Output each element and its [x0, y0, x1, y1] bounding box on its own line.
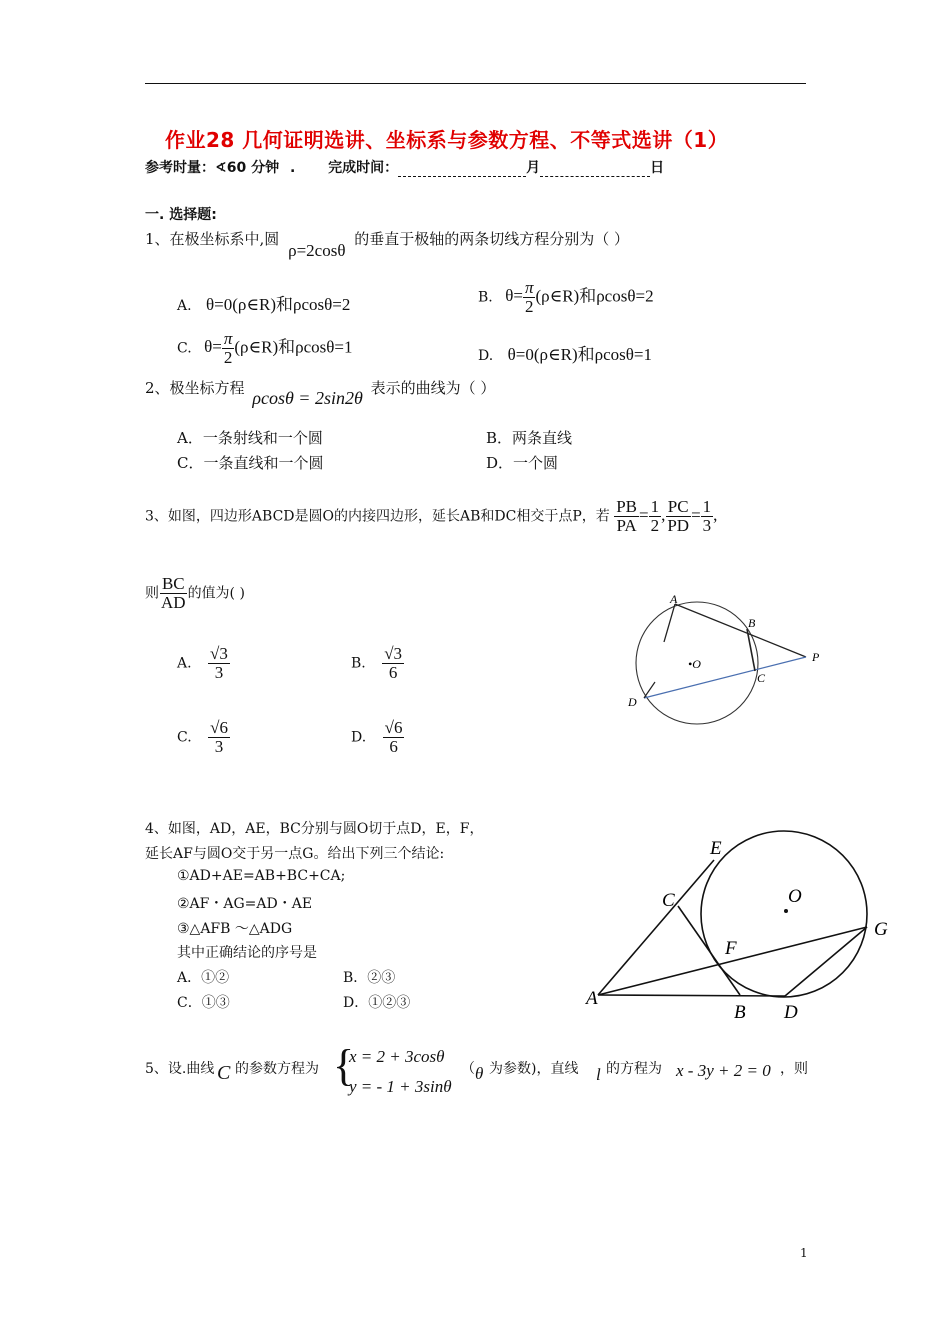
q4-label-b: B	[734, 1002, 746, 1023]
q1-prefix: 1、在极坐标系中,圆	[145, 230, 280, 248]
q4-label-o: O	[788, 886, 802, 907]
q3-line-dp	[644, 657, 806, 698]
q1-suffix: 的垂直于极轴的两条切线方程分别为（ ）	[354, 230, 630, 248]
q2-option-b: B．两条直线	[486, 429, 573, 447]
q3-comma: ,	[661, 505, 666, 525]
q1-b-post: (ρ∈R)和ρcosθ=2	[535, 286, 654, 306]
q4-line-ae	[598, 860, 714, 995]
q5-tail: 的方程为	[606, 1061, 662, 1077]
q5-line-l: l	[596, 1065, 601, 1084]
q4-option-b: B．②③	[343, 970, 396, 986]
q1-option-c	[177, 330, 353, 367]
q2-option-c: C．一条直线和一个圆	[177, 454, 324, 472]
q5-theta: θ	[475, 1064, 484, 1083]
q5-eq1: x = 2 + 3cosθ	[349, 1047, 445, 1066]
q2-stem	[145, 377, 496, 408]
q4-figure	[580, 830, 900, 1030]
q5-eq2: y = - 1 + 3sinθ	[349, 1077, 452, 1096]
q4-conclusion-1: ①AD+AE=AB+BC+CA;	[177, 868, 346, 884]
q5-end: ，则	[780, 1061, 808, 1077]
q3-frac-pc-pd: $\frac{PC}{PD}$	[667, 497, 690, 535]
q5-paren-text: 为参数)，直线	[489, 1061, 579, 1077]
q3-c-letter: C.	[177, 729, 192, 746]
q1-option-a	[177, 290, 350, 315]
q3-d-letter: D.	[351, 729, 367, 746]
q3-label-b: B	[748, 616, 756, 630]
q5-mid: 的参数方程为	[235, 1061, 319, 1077]
q2-option-d: D．一个圆	[486, 454, 559, 472]
q5-brace: {	[333, 1041, 355, 1090]
q3-line2-post: 的值为( )	[187, 585, 245, 602]
q1-c-pre: θ=	[204, 337, 222, 357]
q3-frac-third: $\frac{1}{3}$	[702, 497, 712, 535]
q3-option-d	[351, 719, 404, 756]
meta-line	[145, 157, 664, 177]
q3-stem	[145, 498, 717, 535]
q4-line-ad	[598, 995, 785, 996]
q3-option-a	[177, 645, 230, 682]
q4-label-g: G	[874, 919, 888, 940]
q3-b-frac: $\frac{√3}{6}$	[384, 644, 403, 682]
q4-label-d: D	[784, 1002, 798, 1023]
time-value: ∢60 分钟	[215, 160, 280, 176]
q3-a-frac: $\frac{√3}{3}$	[210, 644, 228, 682]
page-number: 1	[800, 1246, 808, 1260]
q1-option-b	[478, 279, 654, 316]
q3-frac-half: $\frac{1}{2}$	[650, 497, 660, 535]
q3-c-frac: $\frac{√6}{3}$	[210, 718, 228, 756]
q4-conclusion-3: ③△AFB ～△ADG	[177, 921, 293, 937]
q3-figure	[620, 585, 830, 730]
q3-a-letter: A.	[177, 655, 192, 672]
q1-a-letter: A.	[177, 298, 192, 314]
q1-b-letter: B.	[478, 289, 493, 306]
q5-line-eq: x - 3y + 2 = 0	[676, 1061, 771, 1080]
q4-line1: 4、如图，AD，AE，BC分别与圆O切于点D，E，F，	[145, 821, 484, 837]
q3-line-ap	[675, 604, 806, 657]
q1-c-letter: C.	[177, 340, 192, 357]
month-blank	[398, 160, 526, 177]
q4-label-f: F	[725, 938, 737, 959]
q5-curve: C	[217, 1062, 231, 1084]
q4-circle	[701, 831, 867, 997]
q3-label-o: •O	[688, 657, 701, 671]
q1-formula: ρ=2cosθ	[288, 241, 346, 260]
q4-label-c: C	[662, 890, 675, 911]
meta-dot: .	[289, 160, 296, 176]
q1-a-text: θ=0(ρ∈R)和ρcosθ=2	[206, 295, 351, 314]
q3-prefix: 3、如图，四边形ABCD是圆O的内接四边形，延长AB和DC相交于点P，若	[145, 508, 610, 525]
q2-formula: ρcosθ = 2sin2θ	[252, 388, 363, 408]
top-rule	[145, 83, 806, 84]
q4-center-dot	[784, 909, 788, 913]
q1-c-frac: $\frac{\pi}{2}$	[223, 329, 233, 367]
q3-tail: ,	[713, 505, 718, 525]
q1-option-d	[478, 340, 652, 365]
q1-b-pre: θ=	[505, 286, 523, 306]
q1-b-frac: $\frac{\pi}{2}$	[524, 278, 534, 316]
q4-line2: 延长AF与圆O交于另一点G。给出下列三个结论:	[145, 846, 445, 862]
q1-c-post: (ρ∈R)和ρcosθ=1	[234, 337, 353, 357]
q3-line-a-side	[664, 604, 675, 642]
q3-eq2: =	[691, 505, 701, 525]
q3-label-p: P	[812, 650, 820, 664]
q4-option-c: C．①③	[177, 995, 230, 1011]
q3-option-b	[351, 645, 404, 682]
q4-option-d: D．①②③	[343, 995, 411, 1011]
q3-b-letter: B.	[351, 655, 366, 672]
q2-option-a: A．一条射线和一个圆	[177, 429, 323, 447]
q3-line2	[145, 575, 245, 612]
q5-prefix: 5、设.曲线	[145, 1061, 215, 1077]
day-label: 日	[650, 160, 665, 176]
done-label: 完成时间：	[328, 160, 399, 176]
q1-d-letter: D.	[478, 348, 494, 364]
q1-d-text: θ=0(ρ∈R)和ρcosθ=1	[507, 345, 652, 364]
q3-d-frac: $\frac{√6}{6}$	[384, 718, 403, 756]
month-label: 月	[526, 160, 541, 176]
q3-eq1: =	[638, 505, 649, 525]
time-label: 参考时量：	[145, 160, 215, 176]
q3-label-a: A	[670, 592, 678, 606]
q4-ask: 其中正确结论的序号是	[177, 945, 317, 961]
q1-stem	[145, 228, 630, 260]
q3-label-d: D	[628, 695, 637, 709]
q3-line2-pre: 则	[145, 585, 159, 602]
day-blank	[540, 160, 650, 177]
q4-label-e: E	[710, 838, 722, 859]
q3-option-c	[177, 719, 230, 756]
q4-conclusion-2: ②AF・AG=AD・AE	[177, 896, 313, 912]
q5-paren-open: （	[461, 1061, 475, 1077]
page-title: 作业28 几何证明选讲、坐标系与参数方程、不等式选讲（1）	[165, 128, 729, 152]
q3-frac-pb-pa: $\frac{PB}{PA}$	[616, 497, 637, 535]
q3-frac-bc-ad: $\frac{BC}{AD}$	[161, 574, 186, 612]
q3-label-c: C	[757, 671, 766, 685]
q2-prefix: 2、极坐标方程	[145, 379, 245, 397]
q4-option-a: A．①②	[177, 970, 230, 986]
section-heading: 一. 选择题:	[145, 207, 217, 223]
q2-suffix: 表示的曲线为（ ）	[370, 379, 496, 397]
q4-label-a: A	[586, 988, 598, 1009]
